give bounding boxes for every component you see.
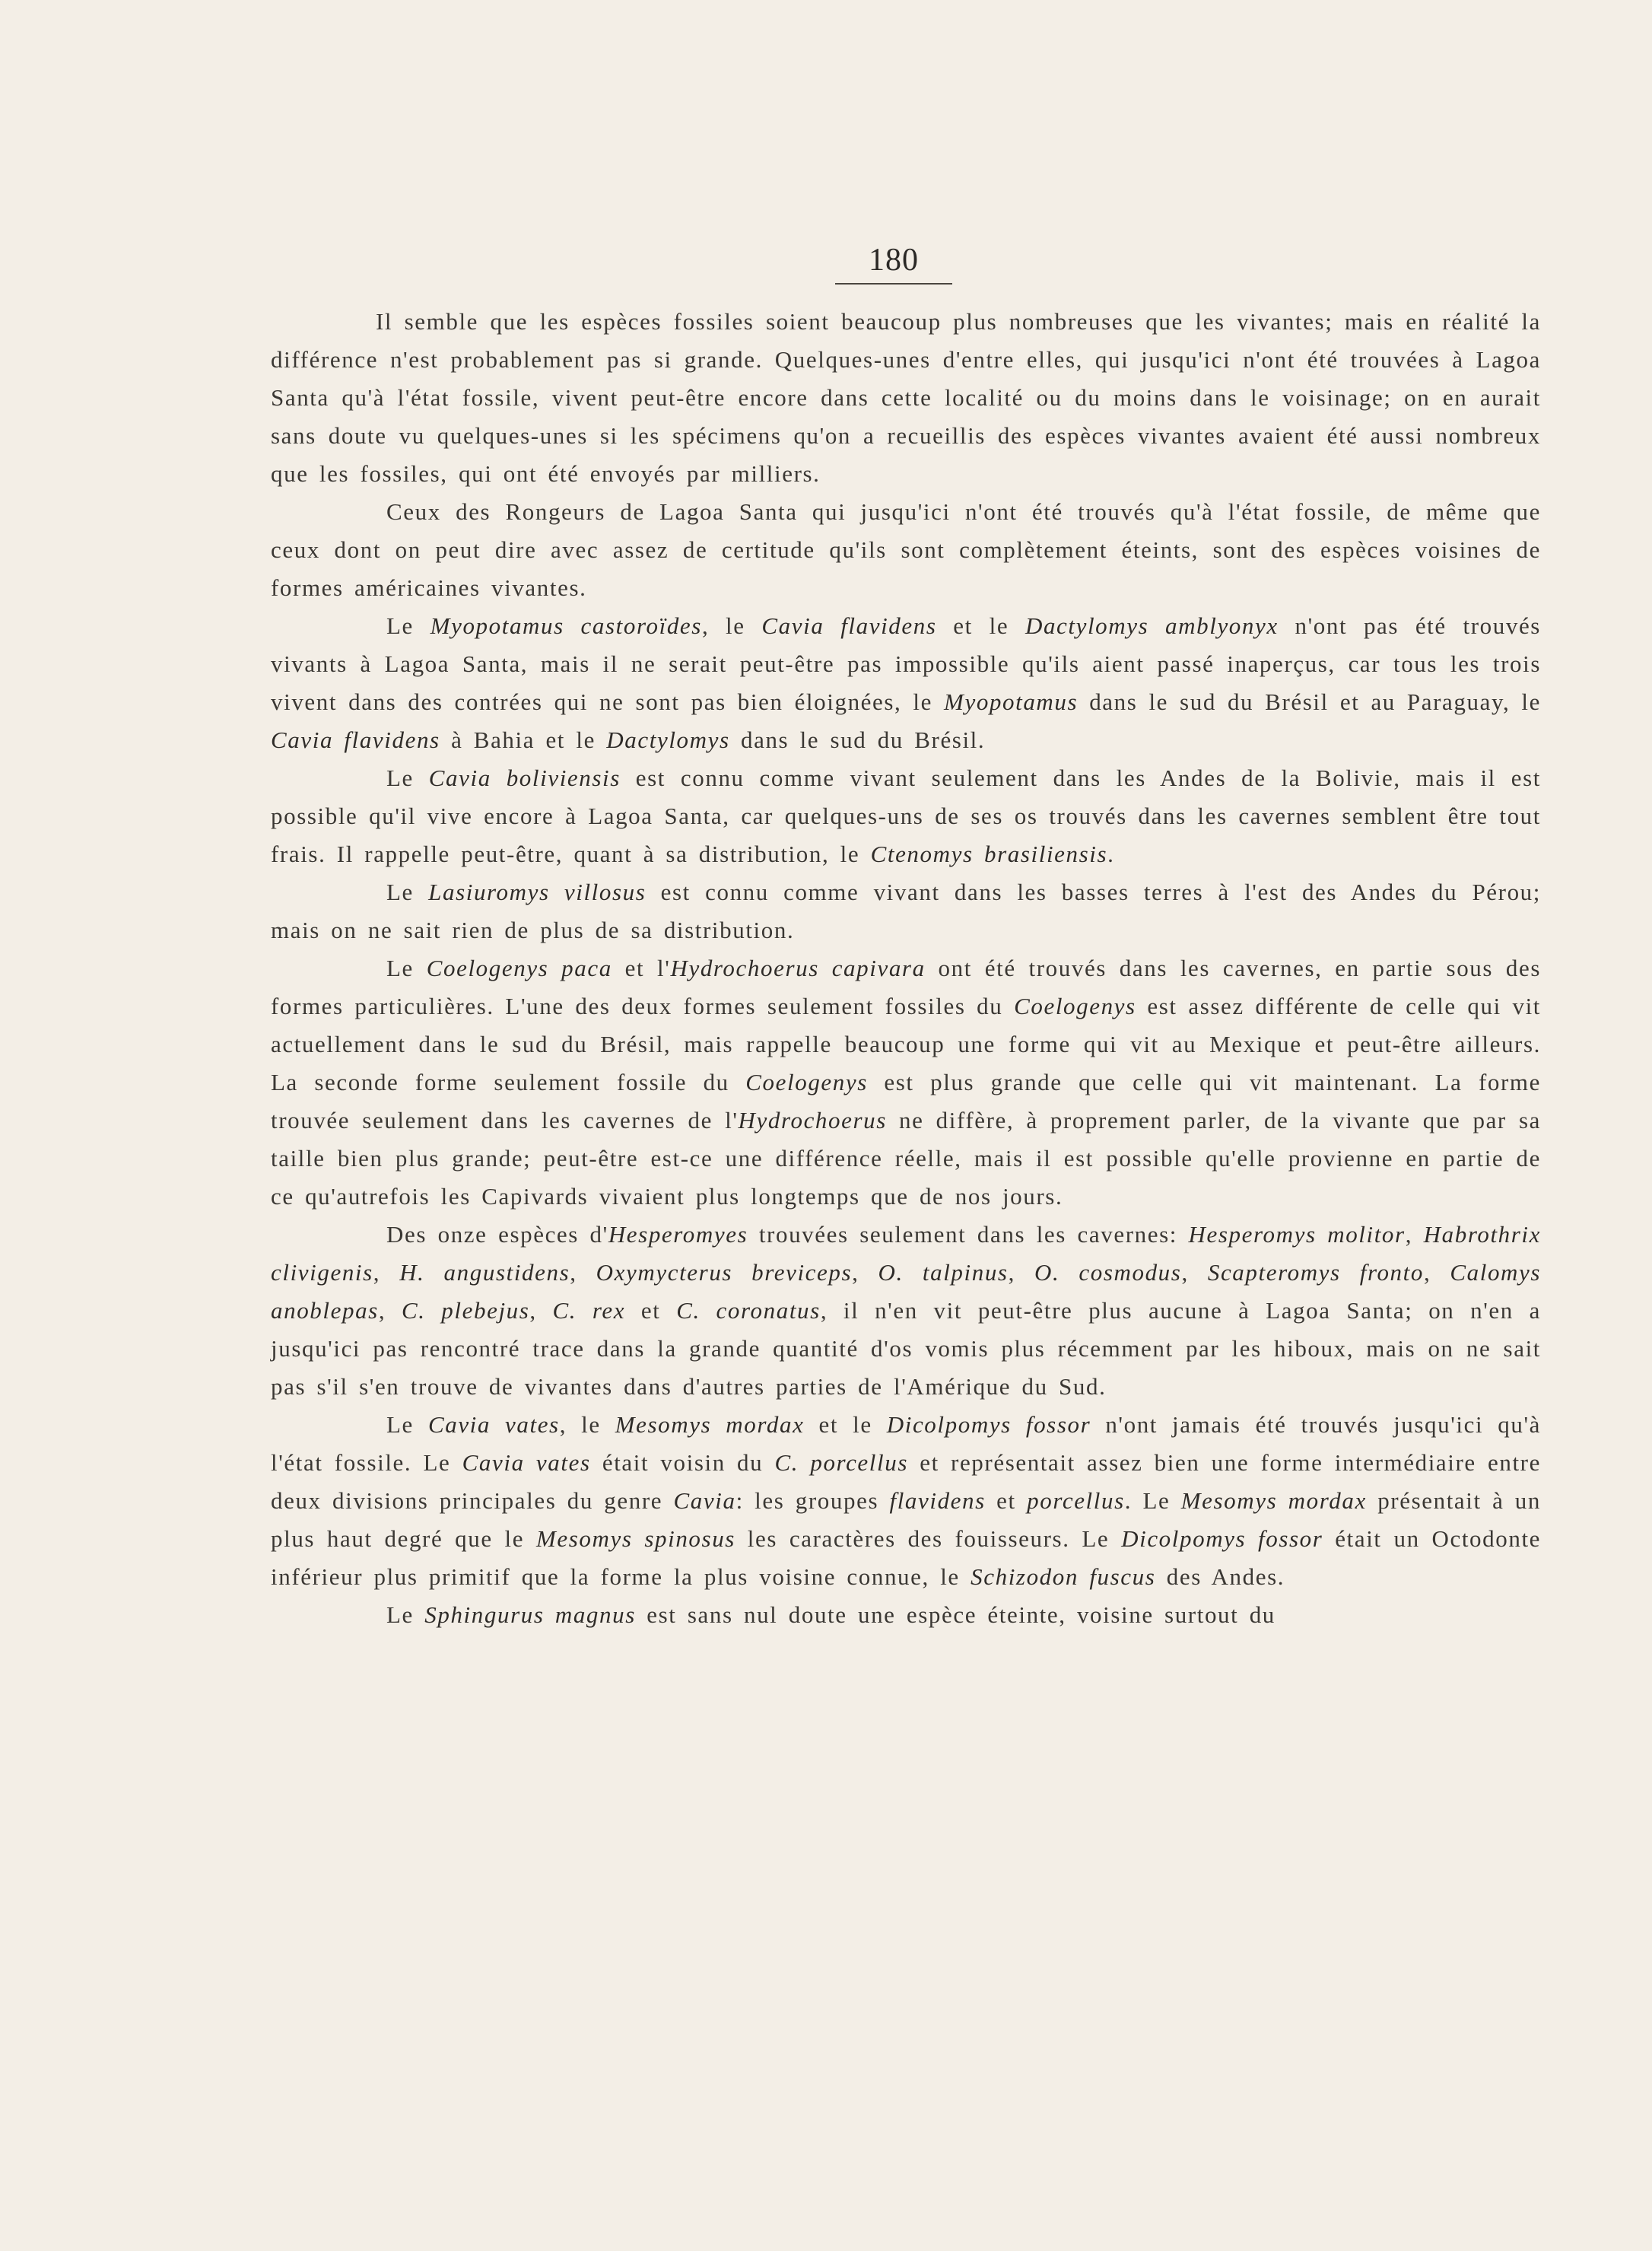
italic-taxon-name: Coelogenys — [745, 1069, 868, 1095]
italic-taxon-name: Sphingurus magnus — [424, 1601, 636, 1628]
italic-taxon-name: Calomys anoblepas — [271, 1259, 1542, 1324]
page-number-rule — [835, 283, 952, 285]
italic-taxon-name: Dicolpomys fossor — [886, 1411, 1091, 1438]
italic-taxon-name: Hydrochoerus — [738, 1107, 887, 1133]
paragraph — [271, 759, 1541, 873]
italic-taxon-name: O. cosmodus — [1034, 1259, 1182, 1286]
italic-taxon-name: Mesomys spinosus — [535, 1525, 735, 1552]
paragraph — [271, 1596, 1541, 1634]
text-run: dans le sud du Brésil et au Paraguay, le — [1078, 688, 1542, 715]
italic-taxon-name: Myopotamus castoroïdes — [430, 612, 702, 639]
text-run: et le — [804, 1411, 887, 1438]
text-run: ont été trouvés dans les cavernes, en partie sous des formes particulières. L'une des deux formes seulement fossiles du — [271, 955, 1542, 1019]
italic-taxon-name: Dicolpomys fossor — [1121, 1525, 1323, 1552]
text-run: était un Octodonte inférieur plus primitif que la forme la plus voisine connue, le — [271, 1525, 1542, 1590]
text-run: , — [1423, 1259, 1450, 1286]
text-run: trouvées seulement dans les cavernes: — [748, 1221, 1189, 1248]
italic-taxon-name: C. plebejus — [401, 1297, 530, 1324]
text-run: Le — [386, 1601, 425, 1628]
italic-taxon-name: Coelogenys — [1014, 993, 1136, 1019]
text-run: , — [1181, 1259, 1208, 1286]
text-run: , — [378, 1297, 402, 1324]
page-number: 180 — [869, 243, 919, 278]
text-run: à Bahia et le — [440, 726, 607, 753]
text-run: Ceux des Rongeurs de Lagoa Santa qui jusqu'ici n'ont été trouvés qu'à l'état fossile, de même que ceux dont on peut dire avec assez de certitude qu'ils sont complètement éteints, sont des espèces voisines de formes américaines vivantes. — [271, 498, 1541, 601]
paragraph — [271, 493, 1541, 607]
italic-taxon-name: Schizodon fuscus — [971, 1563, 1156, 1590]
italic-taxon-name: O. talpinus — [878, 1259, 1009, 1286]
text-run: et le — [936, 612, 1025, 639]
italic-taxon-name: Oxymycterus breviceps — [596, 1259, 853, 1286]
text-run: et représentait assez bien une forme intermédiaire entre deux divisions principales du genre — [271, 1449, 1541, 1514]
italic-taxon-name: Coelogenys paca — [426, 955, 612, 981]
italic-taxon-name: Dactylomys — [606, 726, 730, 753]
text-run: , le — [701, 612, 762, 639]
paragraph — [271, 873, 1541, 949]
italic-taxon-name: Mesomys mordax — [615, 1411, 805, 1438]
italic-taxon-name: Cavia vates — [427, 1411, 560, 1438]
text-run: Des onze espèces d' — [386, 1221, 608, 1248]
text-run: est connu comme vivant seulement dans les Andes de la Bolivie, mais il est possible qu'il vive encore à Lagoa Santa, car quelques-uns de ses os trouvés dans les cavernes semblent être tout frais. Il rappelle peut-être, quant à sa distribution, le — [271, 765, 1541, 867]
text-run: est assez différente de celle qui vit actuellement dans le sud du Brésil, mais rappelle beaucoup une forme qui vit au Mexique et peut-être ailleurs. La seconde forme seulement fossile du — [271, 993, 1542, 1095]
text-run: est plus grande que celle qui vit maintenant. La forme trouvée seulement dans les cavernes de l' — [271, 1069, 1541, 1133]
text-run: et — [625, 1297, 677, 1324]
text-run: Le — [386, 955, 427, 981]
italic-taxon-name: C. rex — [552, 1297, 626, 1324]
italic-taxon-name: Lasiuromys villosus — [428, 879, 647, 905]
italic-taxon-name: Cavia — [673, 1487, 736, 1514]
paragraph — [271, 949, 1541, 1216]
paragraph — [271, 607, 1541, 759]
text-run: : les groupes — [735, 1487, 890, 1514]
italic-taxon-name: Cavia vates — [462, 1449, 591, 1476]
italic-taxon-name: Hesperomys molitor — [1188, 1221, 1406, 1248]
text-run: Le — [386, 1411, 428, 1438]
italic-taxon-name: Ctenomys brasiliensis — [870, 841, 1108, 867]
italic-taxon-name: Dactylomys amblyonyx — [1025, 612, 1279, 639]
text-run: , le — [559, 1411, 615, 1438]
text-run: . — [1107, 841, 1115, 867]
italic-taxon-name: Scapteromys fronto — [1207, 1259, 1424, 1286]
text-run: dans le sud du Brésil. — [729, 726, 986, 753]
italic-taxon-name: porcellus — [1027, 1487, 1125, 1514]
italic-taxon-name: Habrothrix clivigenis — [271, 1221, 1541, 1286]
paragraph — [271, 1216, 1541, 1406]
text-run: les caractères des fouisseurs. Le — [735, 1525, 1122, 1552]
text-run: , — [1008, 1259, 1034, 1286]
text-run: , il n'en vit peut-être plus aucune à Lagoa Santa; on n'en a jusqu'ici pas rencontré trace dans la grande quantité d'os vomis plus récemment par les hiboux, mais on ne sait pas s'il s'en trouve de vivantes dans d'autres parties de l'Amérique du Sud. — [271, 1297, 1541, 1400]
italic-taxon-name: flavidens — [889, 1487, 986, 1514]
italic-taxon-name: Cavia flavidens — [271, 726, 440, 753]
text-run: des Andes. — [1155, 1563, 1285, 1590]
text-run: ne diffère, à proprement parler, de la vivante que par sa taille bien plus grande; peut-être est-ce une différence réelle, mais il est possible qu'elle provienne en partie de ce qu'autrefois les Capivards vivaient plus longtemps que de nos jours. — [271, 1107, 1541, 1210]
text-run: était voisin du — [590, 1449, 775, 1476]
paragraph — [271, 303, 1541, 493]
italic-taxon-name: Cavia boliviensis — [428, 765, 621, 791]
text-run: est sans nul doute une espèce éteinte, voisine surtout du — [635, 1601, 1276, 1628]
paragraph — [271, 1406, 1541, 1596]
italic-taxon-name: H. angustidens — [399, 1259, 570, 1286]
text-run: n'ont jamais été trouvés jusqu'ici qu'à l'état fossile. Le — [271, 1411, 1541, 1476]
text-run: Le — [386, 612, 430, 639]
italic-taxon-name: C. porcellus — [774, 1449, 908, 1476]
text-run: est connu comme vivant dans les basses terres à l'est des Andes du Pérou; mais on ne sait rien de plus de sa distribution. — [271, 879, 1541, 943]
italic-taxon-name: Mesomys mordax — [1180, 1487, 1367, 1514]
text-run: présentait à un plus haut degré que le — [271, 1487, 1541, 1552]
text-run: Le — [386, 879, 429, 905]
text-run: Le — [386, 765, 429, 791]
body-text — [271, 303, 1541, 1634]
text-run: , — [852, 1259, 878, 1286]
text-run: n'ont pas été trouvés vivants à Lagoa Santa, mais il ne serait peut-être pas impossible qu'ils aient passé inaperçus, car tous les trois vivent dans des contrées qui ne sont pas bien éloignées, le — [271, 612, 1541, 715]
text-run: , — [570, 1259, 596, 1286]
text-run: , — [373, 1259, 400, 1286]
text-run: Il semble que les espèces fossiles soient beaucoup plus nombreuses que les vivantes; mais en réalité la différence n'est probablement pas si grande. Quelques-unes d'entre elles, qui jusqu'ici n'ont été trouvées à Lagoa Santa qu'à l'état fossile, vivent peut-être encore dans cette localité ou du moins dans le voisinage; on en aurait sans doute vu quelques-unes si les spécimens qu'on a recueillis des espèces vivantes avaient été aussi nombreux que les fossiles, qui ont été envoyés par milliers. — [271, 308, 1541, 487]
italic-taxon-name: Myopotamus — [944, 688, 1079, 715]
text-run: , — [1405, 1221, 1424, 1248]
italic-taxon-name: Hesperomyes — [608, 1221, 748, 1248]
italic-taxon-name: C. coronatus — [676, 1297, 821, 1324]
italic-taxon-name: Cavia flavidens — [761, 612, 937, 639]
text-run: et — [985, 1487, 1028, 1514]
italic-taxon-name: Hydrochoerus capivara — [670, 955, 926, 981]
text-run: , — [529, 1297, 553, 1324]
text-run: et l' — [612, 955, 671, 981]
text-run: . Le — [1124, 1487, 1181, 1514]
